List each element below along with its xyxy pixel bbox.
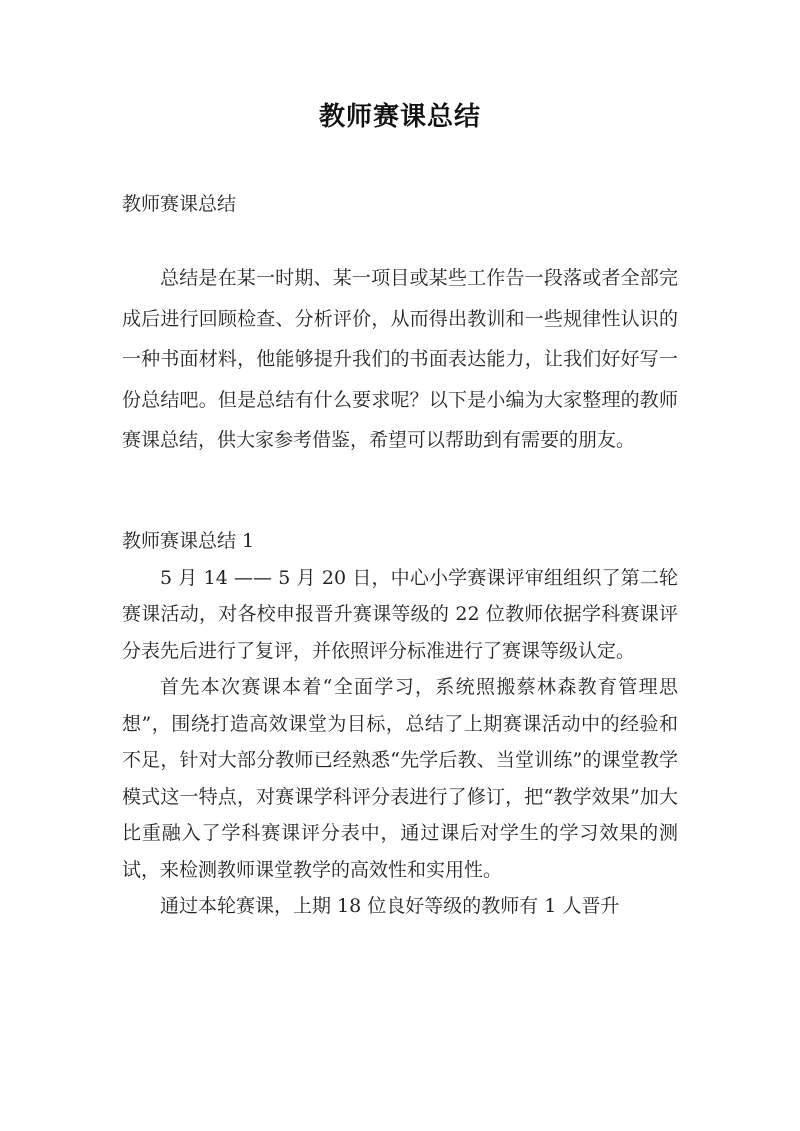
intro-paragraph: 总结是在某一时期、某一项目或某些工作告一段落或者全部完成后进行回顾检查、分析评价，从而得出教训和一些规律性认识的一种书面材料，他能够提升我们的书面表达能力，让我们好好写一份总结吧。但是总结有什么要求呢？以下是小编为大家整理的教师赛课总结，供大家参考借鉴，希望可以帮助到有需要的朋友。 (122, 267, 678, 451)
document-subtitle: 教师赛课总结 (122, 193, 237, 215)
document-title: 教师赛课总结 (318, 102, 481, 132)
section-paragraph: 通过本轮赛课，上期 18 位良好等级的教师有 1 人晋升 (160, 895, 620, 917)
section-heading: 教师赛课总结 1 (122, 530, 255, 552)
section-paragraph: 5 月 14 —— 5 月 20 日，中心小学赛课评审组组织了第二轮赛课活动，对各校申报晋升赛课等级的 22 位教师依据学科赛课评分表先后进行了复评，并依照评分标准进行了赛课等级认定。 (122, 566, 678, 662)
section-paragraph: 首先本次赛课本着“全面学习，系统照搬蔡林森教育管理思想”，围绕打造高效课堂为目标，总结了上期赛课活动中的经验和不足，针对大部分教师已经熟悉“先学后教、当堂训练”的课堂教学模式这一特点，对赛课学科评分表进行了修订，把“教学效果”加大比重融入了学科赛课评分表中，通过课后对学生的学习效果的测试，来检测教师课堂教学的高效性和实用性。 (122, 676, 678, 881)
section-1 (122, 523, 678, 925)
